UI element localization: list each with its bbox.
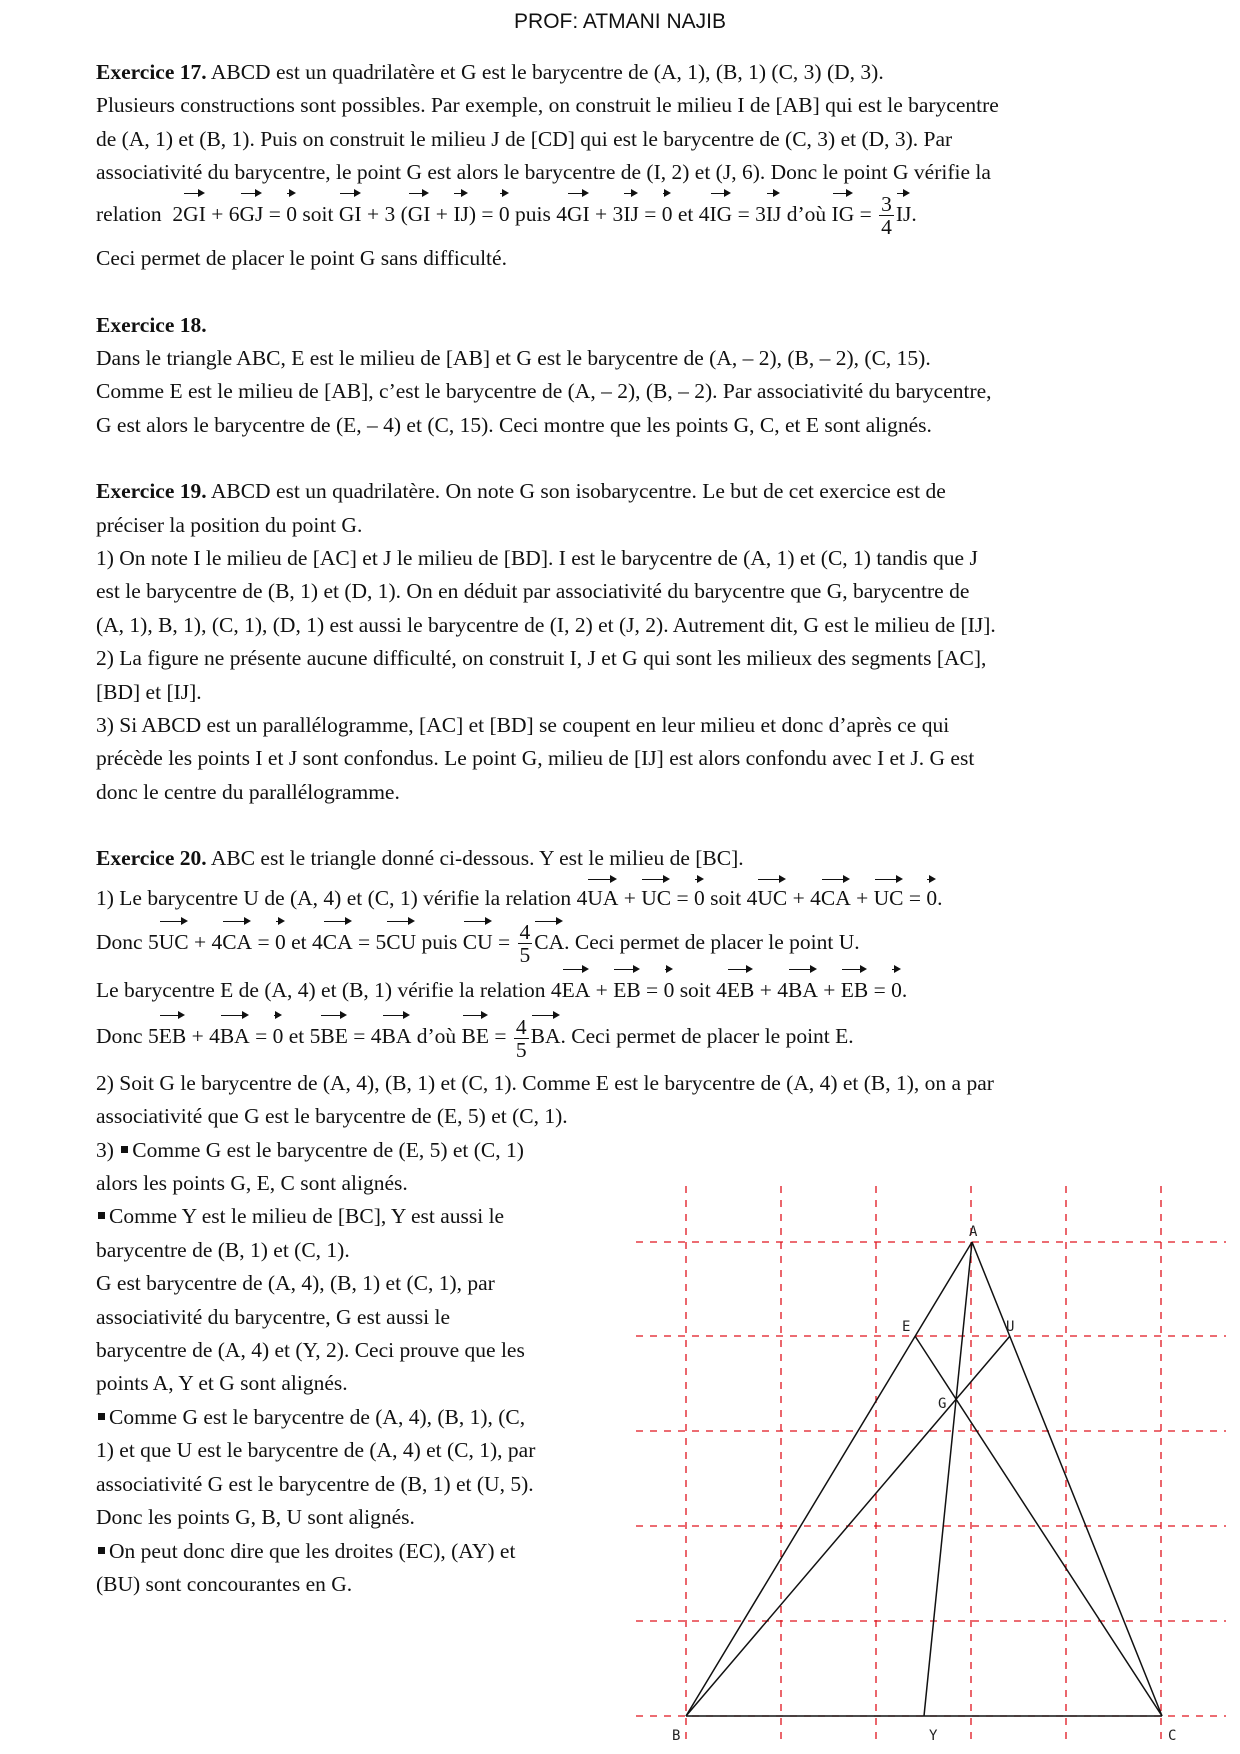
op: +	[850, 885, 874, 910]
vector-gi: GI	[567, 190, 590, 236]
coef: 4	[550, 978, 562, 1003]
ex20-e-relation	[96, 966, 1156, 1012]
vector-zero: 0	[664, 966, 675, 1012]
ex18-title: Exercice 18.	[96, 312, 207, 337]
text: Le barycentre E de (A, 4) et (B, 1) vérifie la relation	[96, 978, 551, 1003]
ex20-part2-line-1: 2) Soit G le barycentre de (A, 4), (B, 1) et (C, 1). Comme E est le barycentre de (A, 4) et (B, 1), on a par	[96, 1070, 994, 1095]
fraction-denominator: 5	[515, 1037, 527, 1062]
ex20-p3-line-2: alors les points G, E, C sont alignés.	[96, 1171, 408, 1196]
op: =	[492, 929, 516, 954]
ex20-p3-line-5: G est barycentre de (A, 4), (B, 1) et (C, 1), par	[96, 1271, 495, 1296]
triangle-figure	[636, 1186, 1228, 1746]
ex19-line-6: 2) La figure ne présente aucune difficulté, on construit I, J et G qui sont les milieux des segments [AC],	[96, 646, 987, 671]
ex19-line-9: précède les points I et J sont confondus. Le point G, milieu de [IJ] est alors confondu avec I et J. G est	[96, 746, 975, 771]
triangle-figure-svg	[636, 1186, 1228, 1746]
op: =	[640, 978, 664, 1003]
word-soit: soit	[704, 885, 747, 910]
grid	[636, 1186, 1226, 1746]
ex20-p3-line-7: barycentre de (A, 4) et (Y, 2). Ceci prouve que les	[96, 1338, 525, 1363]
ex18-line-1: Dans le triangle ABC, E est le milieu de [AB] et G est le barycentre de (A, – 2), (B, – 2), (C, 15).	[96, 346, 931, 370]
coef: 4	[746, 885, 758, 910]
fraction-numerator: 3	[881, 192, 892, 217]
exercise-18	[96, 309, 1156, 443]
ex20-p3-line-3	[96, 1200, 616, 1233]
vector-ea: EA	[562, 966, 591, 1012]
ex19-line-3: 1) On note I le milieu de [AC] et J le milieu de [BD]. I est le barycentre de (A, 1) et (C, 1) tandis que J	[96, 546, 978, 571]
ex20-p3-line-10: 1) et que U est le barycentre de (A, 4) et (C, 1), par	[96, 1438, 536, 1463]
vector-eb: EB	[613, 966, 640, 1012]
word-et: et	[283, 1024, 310, 1049]
op: + 3	[589, 201, 624, 226]
fraction-numerator: 4	[519, 920, 531, 945]
point-labels	[672, 1224, 1176, 1744]
op: =	[854, 201, 878, 226]
vector-ba: BA	[788, 966, 818, 1012]
coef: 5	[309, 1024, 321, 1049]
spacer	[96, 276, 1156, 309]
word-et: et	[672, 201, 699, 226]
word-soit: soit	[297, 201, 339, 226]
ex20-text-1: ABC est le triangle donné ci-dessous. Y est le milieu de [BC].	[206, 846, 744, 871]
fraction-4-5	[518, 921, 533, 966]
vector-zero: 0	[273, 1012, 284, 1058]
op: +	[430, 201, 454, 226]
ex17-relation-line	[96, 190, 1156, 239]
text: . Ceci permet de placer le point E.	[560, 1024, 854, 1049]
square-bullet-icon	[98, 1547, 105, 1554]
op: +	[618, 885, 642, 910]
square-bullet-icon	[98, 1413, 105, 1420]
coef: 5	[147, 1024, 159, 1049]
vector-zero: 0	[662, 190, 673, 236]
vector-ua: UA	[587, 876, 618, 918]
word-et: et	[285, 929, 313, 954]
side-ab	[686, 1242, 972, 1716]
exercise-17	[96, 56, 1156, 276]
ex17-line-1	[96, 56, 1156, 89]
vector-uc: UC	[641, 876, 671, 918]
square-bullet-icon	[98, 1212, 105, 1219]
exercise-19	[96, 475, 1156, 809]
text: 1) Le barycentre U de (A, 4) et (C, 1) vérifie la relation	[96, 885, 577, 910]
op: =	[903, 885, 927, 910]
text: On peut donc dire que les droites (EC), (AY) et	[109, 1538, 516, 1563]
ex20-p3-line-13	[96, 1535, 616, 1568]
label-u: U	[1006, 1319, 1015, 1335]
ex20-e-donc	[96, 1012, 1156, 1061]
ex19-line-2: préciser la position du point G.	[96, 512, 363, 537]
vector-zero: 0	[694, 876, 705, 918]
vector-ij: IJ	[766, 190, 782, 236]
ex19-line-7: [BD] et [IJ].	[96, 679, 202, 704]
fraction-denominator: 5	[519, 943, 531, 968]
period: .	[901, 978, 908, 1003]
vector-gj: GJ	[240, 190, 264, 236]
coef: 5	[147, 929, 159, 954]
coef: 4	[576, 885, 588, 910]
spacer	[96, 442, 1156, 475]
op: =	[638, 201, 662, 226]
ex20-p3-line-1	[96, 1134, 616, 1167]
line-ec	[915, 1336, 1162, 1716]
ex19-line-5: (A, 1), B, 1), (C, 1), (D, 1) est aussi le barycentre de (I, 2) et (J, 2). Autrement dit, G est le milieu de [IJ].	[96, 612, 996, 637]
op: + 4	[186, 1024, 220, 1049]
side-ac	[972, 1242, 1162, 1716]
op: + 3 (	[361, 201, 408, 226]
triangle-lines	[686, 1242, 1162, 1716]
text: 3)	[96, 1137, 120, 1162]
ex18-line-3: G est alors le barycentre de (E, – 4) et (C, 15). Ceci montre que les points G, C, et E sont alignés.	[96, 412, 932, 437]
vector-uc: UC	[874, 876, 904, 918]
ex19-line-4: est le barycentre de (B, 1) et (D, 1). On en déduit par associativité du barycentre que G, barycentre de	[96, 579, 970, 604]
vector-be: BE	[462, 1012, 489, 1058]
vector-eb: EB	[841, 966, 868, 1012]
ex19-line-10: donc le centre du parallélogramme.	[96, 779, 400, 804]
ex17-line-2: Plusieurs constructions sont possibles. Par exemple, on construit le milieu I de [AB] qui est le barycentre	[96, 93, 999, 118]
period: .	[937, 885, 943, 910]
period: .	[911, 201, 917, 226]
label-g: G	[938, 1396, 947, 1412]
ex19-title: Exercice 19.	[96, 479, 207, 504]
ex19-line-8: 3) Si ABCD est un parallélogramme, [AC] et [BD] se coupent en leur milieu et donc d’après ce qui	[96, 713, 950, 738]
fraction-denominator: 4	[881, 215, 892, 240]
line-ay	[924, 1242, 972, 1716]
ex20-u-donc	[96, 918, 1156, 967]
ex20-p3-line-6: associativité du barycentre, G est aussi le	[96, 1304, 451, 1329]
op: ) =	[468, 201, 499, 226]
op: =	[489, 1024, 512, 1049]
word-dou: d’où	[411, 1024, 462, 1049]
ex20-line-1	[96, 842, 1156, 875]
square-bullet-icon	[121, 1146, 128, 1153]
vector-uc: UC	[757, 876, 787, 918]
vector-gi: GI	[408, 190, 431, 236]
ex20-p3-line-11: associativité G est le barycentre de (B, 1) et (U, 5).	[96, 1471, 534, 1496]
spacer	[96, 809, 1156, 842]
label-e: E	[902, 1319, 911, 1335]
vector-be: BE	[320, 1012, 347, 1058]
vector-eb: EB	[159, 1012, 186, 1058]
op: = 4	[347, 1024, 382, 1049]
op: + 4	[188, 929, 223, 954]
word-donc: Donc	[96, 1024, 148, 1049]
ex20-part2-line-2: associativité que G est le barycentre de (E, 5) et (C, 1).	[96, 1104, 568, 1129]
op: = 5	[352, 929, 387, 954]
vector-zero: 0	[275, 918, 286, 964]
vector-ij: IJ	[623, 190, 639, 236]
vector-cu: CU	[463, 918, 493, 964]
coef: 4	[698, 201, 710, 226]
ex20-p3-line-12: Donc les points G, B, U sont alignés.	[96, 1505, 415, 1530]
label-a: A	[969, 1224, 978, 1240]
ex17-line-6: Ceci permet de placer le point G sans difficulté.	[96, 246, 507, 271]
fraction-4-5	[514, 1016, 529, 1061]
op: =	[868, 978, 892, 1003]
coef: 4	[716, 978, 727, 1003]
text: Comme G est le barycentre de (A, 4), (B, 1), (C,	[109, 1404, 526, 1429]
vector-gi: GI	[339, 190, 362, 236]
vector-ig: IG	[710, 190, 733, 236]
text: Comme G est le barycentre de (E, 5) et (C, 1)	[132, 1137, 524, 1162]
vector-ba: BA	[531, 1012, 561, 1058]
op: + 6	[205, 201, 240, 226]
ex17-title: Exercice 17.	[96, 60, 207, 84]
op: = 3	[732, 201, 766, 226]
vector-zero: 0	[926, 876, 937, 918]
label-b: B	[672, 1728, 681, 1744]
ex19-text-1: ABCD est un quadrilatère. On note G son isobarycentre. Le but de cet exercice est de	[206, 479, 946, 504]
op: =	[263, 201, 287, 226]
vector-cu: CU	[386, 918, 416, 964]
ex17-text-1: ABCD est un quadrilatère et G est le barycentre de (A, 1), (B, 1) (C, 3) (D, 3).	[206, 60, 884, 84]
ex19-line-1	[96, 475, 1156, 508]
word-puis: puis	[416, 929, 463, 954]
ex18-line-2: Comme E est le milieu de [AB], c’est le barycentre de (A, – 2), (B, – 2). Par associativité du barycentre,	[96, 379, 992, 404]
vector-ca: CA	[821, 876, 851, 918]
label-y: Y	[929, 1728, 938, 1744]
op: + 4	[754, 978, 789, 1003]
coef: 2	[172, 201, 184, 226]
text: Comme Y est le milieu de [BC], Y est aussi le	[109, 1204, 505, 1229]
page-header: PROF: ATMANI NAJIB	[514, 10, 726, 33]
op: +	[590, 978, 614, 1003]
vector-ba: BA	[382, 1012, 412, 1058]
vector-ij: IJ	[896, 190, 912, 236]
ex20-p3-line-8: points A, Y et G sont alignés.	[96, 1371, 348, 1396]
vector-zero: 0	[286, 190, 297, 236]
word-donc: Donc	[96, 929, 148, 954]
label-c: C	[1168, 1728, 1177, 1744]
vector-zero: 0	[499, 190, 510, 236]
text: . Ceci permet de placer le point U.	[564, 929, 860, 954]
ex17-line-3: de (A, 1) et (B, 1). Puis on construit le milieu J de [CD] qui est le barycentre de (C, 3) et (D, 3). Par	[96, 126, 953, 151]
ex20-part3	[96, 1134, 616, 1602]
ex17-relation-word: relation	[96, 201, 162, 226]
ex20-title: Exercice 20.	[96, 846, 207, 871]
ex20-p3-line-14: (BU) sont concourantes en G.	[96, 1571, 353, 1596]
op: +	[817, 978, 841, 1003]
op: =	[671, 885, 695, 910]
vector-ca: CA	[222, 918, 252, 964]
vector-gi: GI	[183, 190, 206, 236]
ex17-line-4: associativité du barycentre, le point G est alors le barycentre de (I, 2) et (J, 6). Donc le point G vérifie la	[96, 160, 991, 185]
coef: 4	[556, 201, 567, 226]
vector-eb: EB	[727, 966, 754, 1012]
vector-ba: BA	[220, 1012, 250, 1058]
word-puis: puis	[509, 201, 557, 226]
word-soit: soit	[674, 978, 717, 1003]
vector-ij: IJ	[453, 190, 469, 236]
op: =	[252, 929, 275, 954]
op: =	[249, 1024, 273, 1049]
ex20-p3-line-4: barycentre de (B, 1) et (C, 1).	[96, 1237, 350, 1262]
vector-ca: CA	[534, 918, 564, 964]
coef: 4	[312, 929, 323, 954]
vector-ig: IG	[832, 190, 855, 236]
op: + 4	[787, 885, 821, 910]
fraction-numerator: 4	[515, 1014, 527, 1039]
ex20-p3-line-9	[96, 1401, 616, 1434]
vector-uc: UC	[159, 918, 189, 964]
vector-ca: CA	[323, 918, 353, 964]
fraction-3-4	[879, 193, 894, 238]
vector-zero: 0	[891, 966, 902, 1012]
ex20-u-relation	[96, 876, 1156, 918]
word-dou: d’où	[781, 201, 832, 226]
